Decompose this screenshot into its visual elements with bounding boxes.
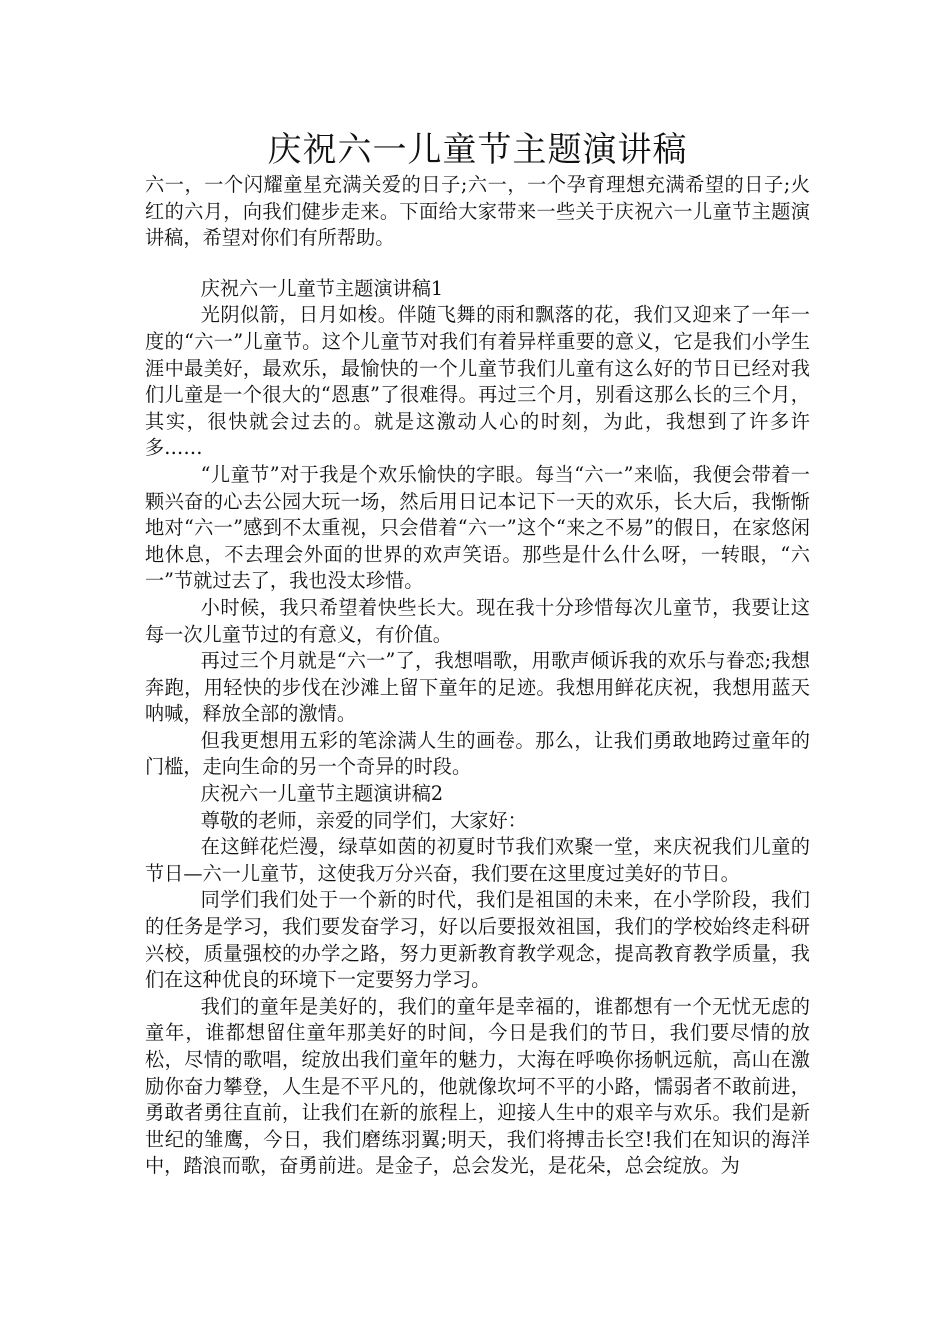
section-2-paragraph: 我们的童年是美好的，我们的童年是幸福的，谁都想有一个无忧无虑的童年，谁都想留住童年那美好的时间，今日是我们的节日，我们要尽情的放松，尽情的歌唱，绽放出我们童年的魅力，大海在呼唤你扬帆远航，高山在激励你奋力攀登，人生是不平凡的，他就像坎坷不平的小路，懦弱者不敢前进，勇敢者勇往直前，让我们在新的旅程上，迎接人生中的艰辛与欢乐。我们是新世纪的雏鹰，今日，我们磨练羽翼;明天，我们将搏击长空!我们在知识的海洋中，踏浪而歌，奋勇前进。是金子，总会发光，是花朵，总会绽放。为 [145, 994, 810, 1178]
section-1-paragraph: “儿童节”对于我是个欢乐愉快的字眼。每当“六一”来临，我便会带着一颗兴奋的心去公园大玩一场，然后用日记本记下一天的欢乐，长大后，我惭惭地对“六一”感到不太重视，只会借着“六一”这个“来之不易”的假日，在家悠闲地休息，不去理会外面的世界的欢声笑语。那些是什么什么呀，一转眼，“六一”节就过去了，我也没太珍惜。 [145, 462, 810, 593]
document-page [145, 128, 810, 1180]
section-2-paragraph: 尊敬的老师，亲爱的同学们，大家好： [200, 808, 527, 832]
section-1-paragraph: 但我更想用五彩的笔涂满人生的画卷。那么，让我们勇敢地跨过童年的门槛，走向生命的另一个奇异的时段。 [145, 728, 810, 779]
section-1-paragraph: 光阴似箭，日月如梭。伴随飞舞的雨和飘落的花，我们又迎来了一年一度的“六一”儿童节。这个儿童节对我们有着异样重要的意义，它是我们小学生涯中最美好，最欢乐，最愉快的一个儿童节我们儿童有这么好的节日已经对我们儿童是一个很大的“恩惠”了很难得。再过三个月，别看这那么长的三个月，其实，很快就会过去的。就是这激动人心的时刻，为此，我想到了许多许多…… [145, 303, 810, 460]
section-1-paragraph: 再过三个月就是“六一”了，我想唱歌，用歌声倾诉我的欢乐与眷恋;我想奔跑，用轻快的步伐在沙滩上留下童年的足迹。我想用鲜花庆祝，我想用蓝天呐喊，释放全部的激情。 [145, 649, 810, 726]
section-2-paragraph: 在这鲜花烂漫，绿草如茵的初夏时节我们欢聚一堂，来庆祝我们儿童的节日—六一儿童节，这使我万分兴奋，我们要在这里度过美好的节日。 [145, 835, 810, 885]
document-title: 庆祝六一儿童节主题演讲稿 [267, 130, 688, 170]
section-2-heading: 庆祝六一儿童节主题演讲稿2 [200, 782, 444, 806]
paragraph-spacer [145, 252, 810, 276]
intro-paragraph: 六一，一个闪耀童星充满关爱的日子;六一，一个孕育理想充满希望的日子;火红的六月，向我们健步走来。下面给大家带来一些关于庆祝六一儿童节主题演讲稿，希望对你们有所帮助。 [145, 173, 810, 250]
section-1-paragraph: 小时候，我只希望着快些长大。现在我十分珍惜每次儿童节，我要让这每一次儿童节过的有意义，有价值。 [145, 595, 810, 646]
section-2-paragraph: 同学们我们处于一个新的时代，我们是祖国的未来，在小学阶段，我们的任务是学习，我们要发奋学习，好以后要报效祖国，我们的学校始终走科研兴校，质量强校的办学之路，努力更新教育教学观念，提高教育教学质量，我们在这种优良的环境下一定要努力学习。 [145, 888, 810, 992]
section-1-heading: 庆祝六一儿童节主题演讲稿1 [200, 276, 444, 300]
